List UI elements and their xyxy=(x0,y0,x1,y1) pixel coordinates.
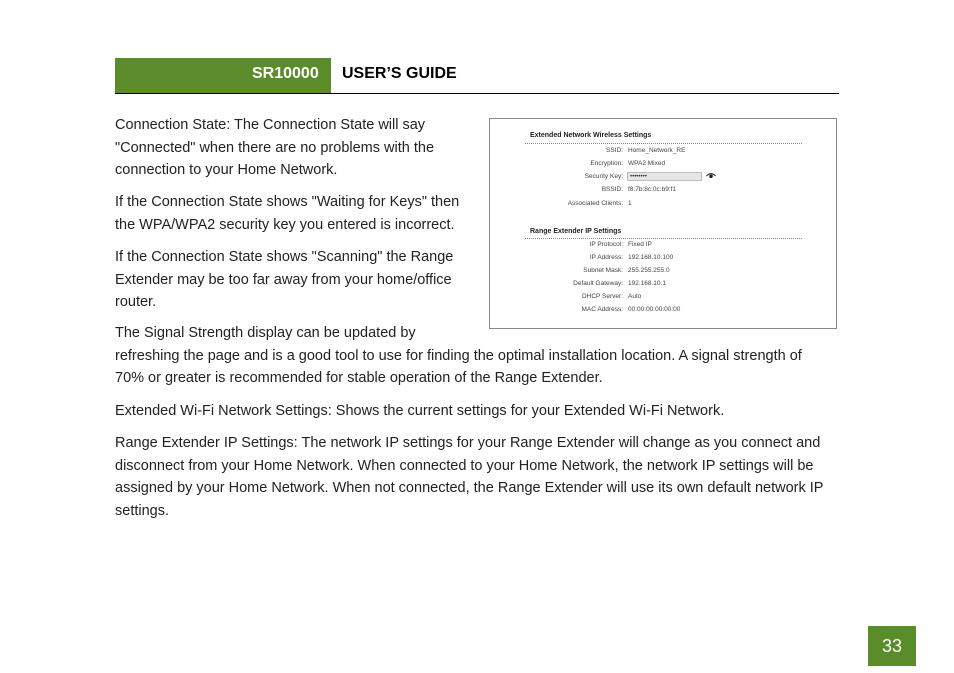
bssid-value: f8:7b:8c:0c:b9:f1 xyxy=(628,186,677,193)
encryption-label: Encryption: xyxy=(590,160,623,167)
security-key-label: Security Key: xyxy=(584,173,623,180)
ip-settings-title: Range Extender IP Settings xyxy=(530,228,622,235)
mac-address-label: MAC Address: xyxy=(581,306,623,313)
paragraph-connection-state: Connection State: The Connection State will say "Connected" when there are no problems with the connection to your Home Network. xyxy=(115,117,435,178)
dhcp-server-label: DHCP Server: xyxy=(581,293,623,300)
paragraph-range-extender-ip-settings: Range Extender IP Settings: The network IP settings for your Range Extender will change as you connect and disconnect from your Home Network. When connected to your Home Network, the network IP settings will be assigned by your Home Network. When not connected, the Range Extender will use its own default network IP settings. xyxy=(115,435,824,519)
paragraph-extended-wifi-settings: Extended Wi-Fi Network Settings: Shows the current settings for your Extended Wi-Fi Network. xyxy=(115,403,725,419)
ip-protocol-value: Fixed IP xyxy=(628,241,652,248)
ssid-label: SSID: xyxy=(606,147,623,154)
paragraph-scanning: If the Connection State shows "Scanning" the Range Extender may be too far away from your home/office router. xyxy=(115,249,454,310)
paragraph-signal-strength-line-2: refreshing the page and is a good tool to use for finding the optimal installation location. A signal strength of xyxy=(115,348,802,364)
paragraph-signal-strength-line-1: The Signal Strength display can be updated by xyxy=(115,325,416,341)
bssid-label: BSSID: xyxy=(601,186,623,193)
dhcp-server-value: Auto xyxy=(628,293,642,300)
ip-settings-divider xyxy=(525,238,802,239)
associated-clients-label: Associated Clients: xyxy=(567,200,623,207)
page-number: 33 xyxy=(868,626,916,666)
default-gateway-value: 192.168.10.1 xyxy=(628,280,666,287)
ip-protocol-label: IP Protocol: xyxy=(589,241,623,248)
settings-screenshot xyxy=(489,118,837,329)
header-model-label: SR10000 xyxy=(252,65,319,82)
header-guide-title: USER’S GUIDE xyxy=(342,65,457,82)
paragraph-waiting-for-keys: If the Connection State shows "Waiting for Keys" then the WPA/WPA2 security key you entered is incorrect. xyxy=(115,194,460,233)
eye-icon[interactable] xyxy=(706,172,716,180)
associated-clients-value: 1 xyxy=(628,200,632,207)
subnet-mask-label: Subnet Mask: xyxy=(583,267,623,274)
paragraph-signal-strength-line-3: 70% or greater is recommended for stable operation of the Range Extender. xyxy=(115,370,603,386)
ip-address-value: 192.168.10.100 xyxy=(628,254,674,261)
wireless-settings-divider xyxy=(525,143,802,144)
subnet-mask-value: 255.255.255.0 xyxy=(628,267,670,274)
security-key-field[interactable]: •••••••• xyxy=(627,172,702,181)
ssid-value: Home_Network_RE xyxy=(628,147,686,154)
encryption-value: WPA2 Mixed xyxy=(628,160,666,167)
ip-address-label: IP Address: xyxy=(589,254,623,261)
wireless-settings-title: Extended Network Wireless Settings xyxy=(530,132,652,139)
mac-address-value: 00:00:00:00:00:00 xyxy=(628,306,681,313)
default-gateway-label: Default Gateway: xyxy=(573,280,623,287)
header-divider xyxy=(115,93,839,94)
